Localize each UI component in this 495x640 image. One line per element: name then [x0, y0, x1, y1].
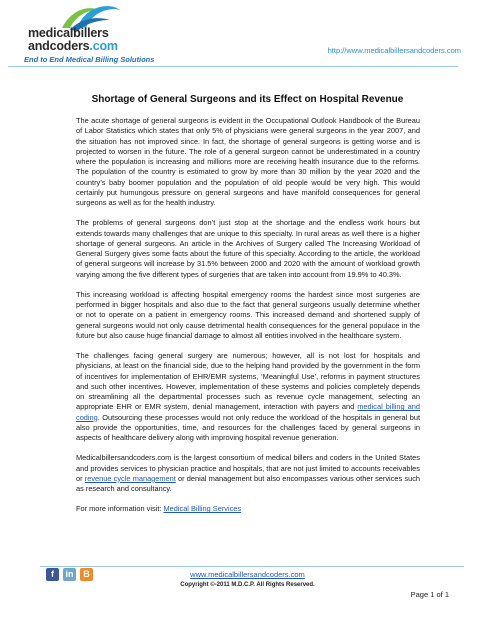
medical-billing-services-link[interactable]: Medical Billing Services	[163, 504, 242, 514]
logo-wordmark-line2	[28, 39, 118, 53]
blogger-icon[interactable]: B	[80, 568, 93, 581]
footer-divider	[40, 566, 464, 567]
linkedin-icon[interactable]: in	[63, 568, 76, 581]
logo-wordmark-main: andcoders	[28, 39, 90, 53]
page-header	[0, 0, 495, 72]
paragraph-5-text-a: Medicalbillersandcoders.com is the largest consortium of medical billers and coders in the United States and provides services to physician practice and hospitals, that are not just limited to accounts receivables or	[76, 453, 420, 483]
paragraph-4	[76, 351, 420, 443]
paragraph-2: The problems of general surgeons don’t just stop at the shortage and the endless work hours but extends towards many challenges that are unique to this specialty. In rural areas as well there is a higher shortage of general surgeons. An article in the Archives of Surgery called The Increasing Workload of General Surgery gives some facts about the future of this specialty. According to the article, the workload of general surgeons will increase by 31.5% between 2000 and 2020 with the amount of workload growth varying among the five different types of surgeries that are taken into account from 19.9% to 40.3%.	[76, 218, 420, 279]
footer-url-link[interactable]: www.medicalbillersandcoders.com	[190, 570, 305, 579]
more-info-label: For more information visit:	[76, 504, 164, 514]
paragraph-5	[76, 453, 420, 494]
paragraph-6	[76, 504, 420, 514]
page-number: Page 1 of 1	[410, 590, 449, 599]
medical-billing-and-coding-link[interactable]: medical billing and coding	[76, 402, 420, 422]
logo-wordmark-line1: medicalbillers	[28, 26, 109, 40]
logo-tagline: End to End Medical Billing Solutions	[24, 55, 155, 64]
facebook-icon[interactable]: f	[46, 568, 59, 581]
article-title: Shortage of General Surgeons and its Effect on Hospital Revenue	[91, 94, 404, 105]
header-url-link[interactable]: http://www.medicalbillersandcoders.com	[327, 46, 461, 55]
paragraph-4-text-b: . Outsourcing these processes would not only reduce the workload of the hospitals in general but also provide the opportunities, time, and resources for the challenges faced by general surgeons in aspects of healthcare delivery along with improving hospital revenue generation.	[76, 412, 420, 442]
paragraph-1: The acute shortage of general surgeons is evident in the Occupational Outlook Handbook of the Bureau of Labor Statistics which states that only 5% of physicians were general surgeons in the year 2007, and the situation has not improved since. In fact, the shortage of general surgeons is getting worse and is projected to worsen in the future. The role of a general surgeon cannot be underestimated in a country where the population is increasing and millions more are receiving health insurance due to the reforms. The population of the country is estimated to grow by more than 30 million by the year 2020 and the country’s baby boomer population and the population of old people would be very high. This would certainly put humungous pressure on general surgeons and have manifold consequences for general surgeons as well as for the health industry.	[76, 116, 420, 207]
article-body	[76, 116, 420, 525]
footer-copyright: Copyright ©-2011 M.D.C.P. All Rights Reserved.	[180, 582, 315, 588]
header-divider	[8, 66, 458, 67]
paragraph-4-text-a: The challenges facing general surgery are numerous; however, all is not lost for hospitals and physicians, at least on the financial side, due to the helping hand provided by the government in the form of incentives for implementation of EHR/EMR systems, ‘Meaningful Use’, reforms in payment structures and such other incentives. However, implementation of these systems and policies completely depends on streamlining all the departmental processes such as revenue cycle management, selecting an appropriate EHR or EMR system, denial management, interaction with payers and	[76, 351, 420, 412]
medicalbillersandcoders-logo[interactable]	[8, 2, 155, 66]
logo-wordmark-suffix: .com	[89, 39, 118, 53]
revenue-cycle-management-link[interactable]: revenue cycle management	[84, 473, 176, 483]
paragraph-5-text-b: or denial management but also encompasses various other services such as research and consultancy.	[76, 473, 421, 493]
paragraph-3: This increasing workload is affecting hospital emergency rooms the hardest since most surgeries are performed in bigger hospitals and also due to the fact that general surgeons usually determine whether or not to operate on a patient in emergency rooms. This increased demand and shortened supply of general surgeons would not only cause detrimental health consequences for the general populace in the future but also cause huge financial damage to almost all entities involved in the healthcare system.	[76, 289, 420, 340]
